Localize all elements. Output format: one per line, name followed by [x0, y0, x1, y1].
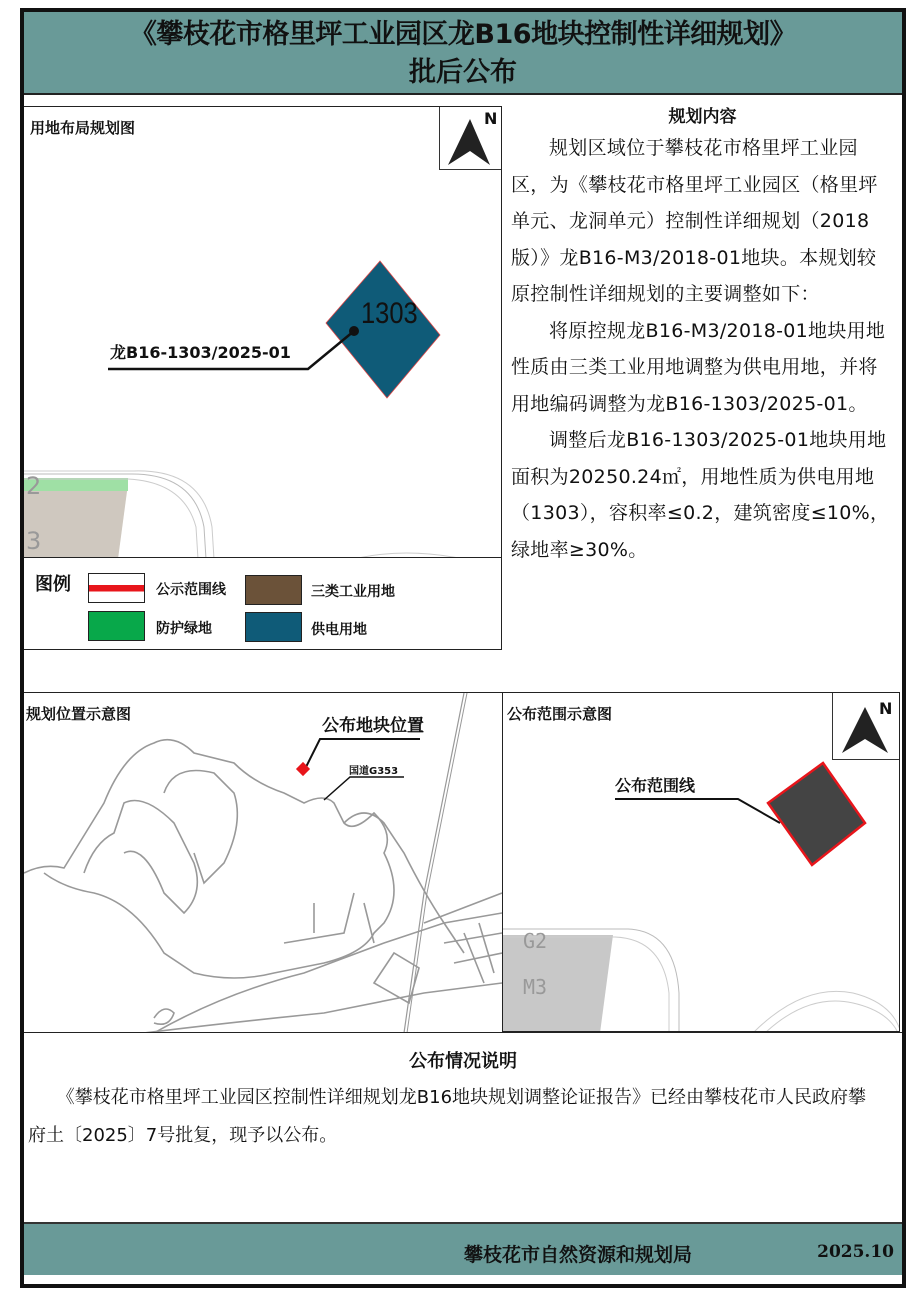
legend — [24, 557, 502, 650]
boundary-parcel — [768, 763, 865, 865]
page-subtitle: 批后公布 — [409, 57, 517, 88]
announcement-notice — [24, 1032, 902, 1222]
north-arrow-icon — [832, 692, 900, 760]
scope-map-title: 公布范围示意图 — [507, 705, 613, 723]
legend-swatch-boundary — [88, 573, 145, 603]
legend-title: 图例 — [35, 574, 71, 595]
issue-date: 2025.10 — [817, 1242, 894, 1262]
land-use-map — [24, 106, 502, 558]
planning-content — [505, 98, 900, 690]
page-title: 《攀枝花市格里坪工业园区龙B16地块控制性详细规划》 — [129, 19, 797, 50]
boundary-label: 公布范围线 — [615, 776, 696, 795]
header — [24, 12, 902, 95]
zone-label: G2 — [523, 929, 548, 953]
content-paragraph: 规划区域位于攀枝花市格里坪工业园区，为《攀枝花市格里坪工业园区（格里坪单元、龙洞单元）控制性详细规划（2018版）》龙B16-M3/2018-01地块。本规划较原控制性详细规划的主要调整如下： — [511, 137, 878, 305]
marker-label: 公布地块位置 — [322, 716, 424, 736]
issuing-organization: 攀枝花市自然资源和规划局 — [464, 1244, 693, 1266]
scope-map — [502, 692, 900, 1032]
content-title: 规划内容 — [668, 107, 737, 127]
legend-label: 三类工业用地 — [311, 584, 395, 600]
zone-label: 2 — [26, 472, 42, 500]
parcel-code-label: 1303 — [361, 297, 418, 330]
north-label: N — [879, 699, 893, 718]
zone-label: 3 — [26, 527, 42, 555]
land-use-map-title: 用地布局规划图 — [30, 119, 136, 137]
location-map-title: 规划位置示意图 — [26, 705, 132, 723]
content-paragraph: 将原控规龙B16-M3/2018-01地块用地性质由三类工业用地调整为供电用地，并将用地编码调整为龙B16-1303/2025-01。 — [511, 319, 886, 415]
content-paragraph: 调整后龙B16-1303/2025-01地块用地面积为20250.24㎡，用地性质为供电用地（1303），容积率≤0.2，建筑密度≤10%，绿地率≥30%。 — [511, 429, 890, 561]
footer — [24, 1222, 902, 1275]
parcel-id-label: 龙B16-1303/2025-01 — [110, 343, 291, 362]
location-map — [24, 692, 502, 1032]
legend-label: 供电用地 — [311, 622, 367, 638]
legend-swatch-green — [88, 611, 145, 641]
notice-text: 《攀枝花市格里坪工业园区控制性详细规划龙B16地块规划调整论证报告》已经由攀枝花市人民政府攀府土〔2025〕7号批复，现予以公布。 — [28, 1087, 867, 1146]
legend-label: 公示范围线 — [156, 582, 226, 598]
legend-swatch-power — [245, 612, 302, 642]
legend-swatch-industrial — [245, 575, 302, 605]
legend-label: 防护绿地 — [156, 621, 212, 637]
zone-label: M3 — [523, 975, 548, 999]
north-label: N — [484, 109, 498, 128]
notice-title: 公布情况说明 — [409, 1051, 517, 1072]
road-label: 国道G353 — [349, 766, 399, 777]
land-use-drawing — [24, 107, 502, 558]
